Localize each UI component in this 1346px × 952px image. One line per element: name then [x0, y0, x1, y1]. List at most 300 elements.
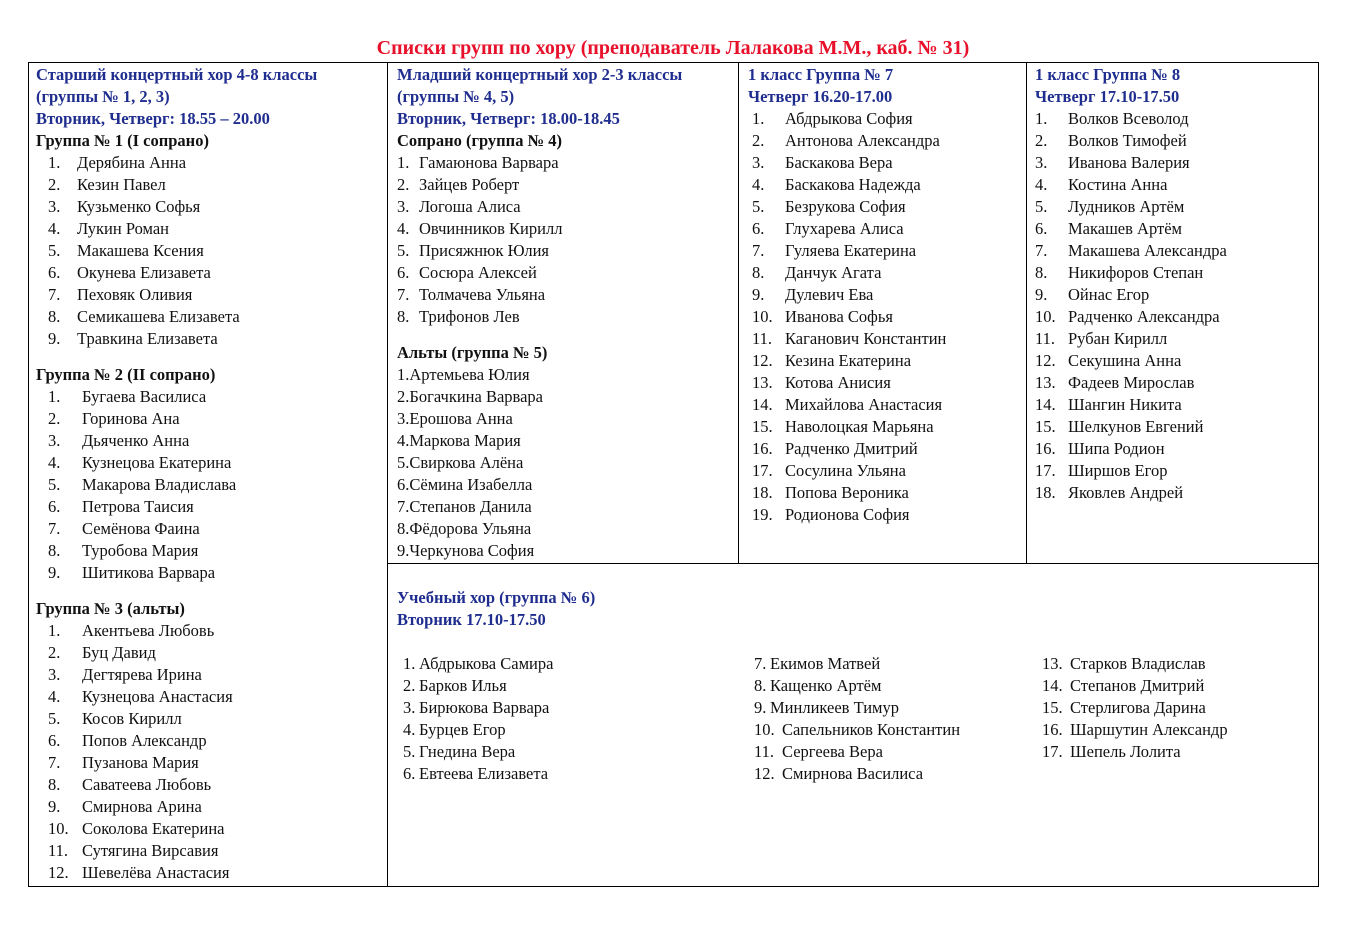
- list-item: [36, 474, 384, 496]
- list-item-name: Фадеев Мирослав: [1068, 373, 1195, 392]
- list-item-number: 9.: [754, 698, 767, 717]
- list-item: [397, 364, 735, 386]
- list-item-number: 16.: [1042, 720, 1063, 739]
- list-item: [36, 840, 384, 862]
- list-item-name: Евтеева Елизавета: [419, 764, 549, 783]
- group8-cell: [1035, 64, 1315, 504]
- list-item: [748, 284, 1024, 306]
- list-item-name: Дегтярева Ирина: [82, 665, 202, 684]
- list-item: [1035, 372, 1315, 394]
- list-item-name: Пеховяк Оливия: [77, 285, 193, 304]
- list-item-name: Свиркова Алёна: [409, 453, 524, 472]
- group3-list: [36, 620, 384, 884]
- list-item-name: Иванова Валерия: [1068, 153, 1190, 172]
- group2-title: Группа № 2 (II сопрано): [36, 365, 216, 384]
- group7-title: 1 класс Группа № 7: [748, 65, 894, 84]
- list-item-name: Сёмина Изабелла: [409, 475, 533, 494]
- list-item: [403, 697, 743, 719]
- list-item: [397, 240, 735, 262]
- list-item-number: 7.: [397, 497, 410, 516]
- list-item-number: 1.: [48, 621, 61, 640]
- list-item: [1035, 196, 1315, 218]
- list-item: [36, 496, 384, 518]
- list-item-name: Пузанова Мария: [82, 753, 199, 772]
- list-item-number: 9.: [48, 329, 61, 348]
- list-item-name: Шелкунов Евгений: [1068, 417, 1204, 436]
- list-item-number: 14.: [1035, 395, 1056, 414]
- list-item: [748, 218, 1024, 240]
- list-item-name: Черкунова София: [409, 541, 535, 560]
- alto-list: [397, 364, 735, 562]
- list-item-name: Акентьева Любовь: [82, 621, 215, 640]
- list-item-number: 15.: [1035, 417, 1056, 436]
- list-item-number: 5.: [397, 241, 410, 260]
- list-item-number: 2.: [1035, 131, 1048, 150]
- list-item-number: 2.: [397, 175, 410, 194]
- list-item: [1035, 394, 1315, 416]
- list-item-number: 4.: [403, 720, 416, 739]
- list-item: [36, 196, 384, 218]
- list-item: [1035, 108, 1315, 130]
- list-item: [1035, 482, 1315, 504]
- list-item-name: Волков Всеволод: [1068, 109, 1189, 128]
- list-item-name: Сосулина Ульяна: [785, 461, 906, 480]
- list-item-name: Родионова София: [785, 505, 910, 524]
- list-item-name: Зайцев Роберт: [419, 175, 520, 194]
- list-item-name: Каганович Константин: [785, 329, 947, 348]
- list-item-number: 2.: [752, 131, 765, 150]
- list-item-name: Антонова Александра: [785, 131, 940, 150]
- list-item: [754, 653, 1034, 675]
- list-item-number: 3.: [752, 153, 765, 172]
- group7-list: [748, 108, 1024, 526]
- list-item-number: 8.: [48, 541, 61, 560]
- junior-choir-groups: (группы № 4, 5): [397, 87, 515, 106]
- table-border-top: [28, 62, 1319, 63]
- list-item-name: Кезина Екатерина: [785, 351, 912, 370]
- group3-title: Группа № 3 (альты): [36, 599, 185, 618]
- list-item: [748, 130, 1024, 152]
- list-item-number: 6.: [48, 497, 61, 516]
- list-item: [1035, 240, 1315, 262]
- list-item-name: Кузьменко Софья: [77, 197, 201, 216]
- list-item: [1035, 130, 1315, 152]
- junior-choir-cell: [397, 64, 735, 562]
- list-item: [1035, 306, 1315, 328]
- list-item: [36, 240, 384, 262]
- list-item-name: Степанов Дмитрий: [1070, 676, 1205, 695]
- list-item-number: 7.: [48, 519, 61, 538]
- list-item-number: 8.: [48, 307, 61, 326]
- list-item: [36, 796, 384, 818]
- training-choir-list-3: [1042, 653, 1312, 763]
- list-item: [748, 460, 1024, 482]
- list-item-number: 6.: [48, 263, 61, 282]
- list-item: [397, 174, 735, 196]
- list-item: [754, 741, 1034, 763]
- column-divider-3: [1026, 62, 1027, 563]
- list-item: [754, 697, 1034, 719]
- list-item: [748, 482, 1024, 504]
- list-item: [36, 862, 384, 884]
- list-item-name: Логоша Алиса: [419, 197, 521, 216]
- senior-choir-title: Старший концертный хор 4-8 классы: [36, 65, 318, 84]
- list-item-number: 12.: [48, 863, 69, 882]
- list-item-name: Шаршутин Александр: [1070, 720, 1228, 739]
- list-item-number: 7.: [48, 285, 61, 304]
- list-item-name: Шевелёва Анастасия: [82, 863, 230, 882]
- list-item-number: 6.: [397, 263, 410, 282]
- list-item-name: Соколова Екатерина: [82, 819, 225, 838]
- list-item: [36, 752, 384, 774]
- list-item-name: Толмачева Ульяна: [419, 285, 546, 304]
- list-item-number: 8.: [397, 519, 410, 538]
- list-item: [1035, 174, 1315, 196]
- list-item-number: 6.: [1035, 219, 1048, 238]
- list-item: [1035, 460, 1315, 482]
- list-item-number: 8.: [754, 676, 767, 695]
- list-item-number: 12.: [754, 764, 775, 783]
- list-item-number: 3.: [48, 197, 61, 216]
- list-item: [36, 642, 384, 664]
- list-item-name: Шитикова Варвара: [82, 563, 216, 582]
- list-item: [36, 664, 384, 686]
- list-item-number: 16.: [1035, 439, 1056, 458]
- list-item-number: 3.: [397, 197, 410, 216]
- list-item-number: 7.: [1035, 241, 1048, 260]
- list-item: [36, 518, 384, 540]
- list-item-number: 9.: [48, 563, 61, 582]
- list-item-name: Макарова Владислава: [82, 475, 237, 494]
- list-item-number: 10.: [48, 819, 69, 838]
- list-item-name: Окунева Елизавета: [77, 263, 211, 282]
- list-item-name: Попов Александр: [82, 731, 207, 750]
- list-item: [1042, 719, 1312, 741]
- list-item-number: 7.: [397, 285, 410, 304]
- list-item: [403, 653, 743, 675]
- list-item-number: 11.: [1035, 329, 1056, 348]
- list-item-name: Минликеев Тимур: [770, 698, 900, 717]
- list-item-name: Котова Анисия: [785, 373, 891, 392]
- list-item: [36, 708, 384, 730]
- list-item: [397, 540, 735, 562]
- list-item: [397, 218, 735, 240]
- soprano-title: Сопрано (группа № 4): [397, 131, 563, 150]
- training-choir-list-1: [403, 653, 743, 785]
- list-item: [36, 430, 384, 452]
- list-item: [748, 328, 1024, 350]
- list-item-name: Травкина Елизавета: [77, 329, 218, 348]
- list-item-number: 9.: [752, 285, 765, 304]
- page-title: Списки групп по хору (преподаватель Лалакова М.М., каб. № 31): [376, 37, 970, 59]
- list-item-name: Лудников Артём: [1068, 197, 1185, 216]
- list-item-name: Ойнас Егор: [1068, 285, 1150, 304]
- list-item: [36, 686, 384, 708]
- list-item-number: 4.: [48, 453, 61, 472]
- group8-title: 1 класс Группа № 8: [1035, 65, 1181, 84]
- list-item-number: 12.: [752, 351, 773, 370]
- list-item-number: 5.: [48, 241, 61, 260]
- list-item-name: Дьяченко Анна: [82, 431, 190, 450]
- list-item-name: Кезин Павел: [77, 175, 166, 194]
- list-item-number: 5.: [1035, 197, 1048, 216]
- list-item-number: 3.: [48, 665, 61, 684]
- list-item-name: Горинова Ана: [82, 409, 180, 428]
- list-item: [403, 675, 743, 697]
- list-item-number: 8.: [752, 263, 765, 282]
- list-item-number: 1.: [397, 153, 410, 172]
- list-item: [36, 774, 384, 796]
- list-item-name: Сосюра Алексей: [419, 263, 537, 282]
- list-item-number: 17.: [1042, 742, 1063, 761]
- list-item-number: 6.: [752, 219, 765, 238]
- column-divider-2: [738, 62, 739, 563]
- list-item-number: 3.: [403, 698, 416, 717]
- list-item: [397, 284, 735, 306]
- list-item-number: 2.: [48, 175, 61, 194]
- list-item-name: Никифоров Степан: [1068, 263, 1204, 282]
- list-item-number: 5.: [403, 742, 416, 761]
- list-item: [397, 518, 735, 540]
- list-item: [36, 730, 384, 752]
- list-item: [397, 152, 735, 174]
- list-item-name: Макашев Артём: [1068, 219, 1182, 238]
- list-item: [748, 438, 1024, 460]
- list-item-name: Шипа Родион: [1068, 439, 1165, 458]
- list-item-number: 11.: [752, 329, 773, 348]
- list-item-number: 4.: [1035, 175, 1048, 194]
- list-item-number: 4.: [48, 219, 61, 238]
- list-item: [748, 262, 1024, 284]
- list-item: [1042, 741, 1312, 763]
- list-item-name: Артемьева Юлия: [409, 365, 530, 384]
- list-item-number: 5.: [48, 475, 61, 494]
- list-item-name: Лукин Роман: [77, 219, 170, 238]
- list-item: [748, 394, 1024, 416]
- list-item-name: Безрукова София: [785, 197, 906, 216]
- list-item-number: 17.: [1035, 461, 1056, 480]
- group8-schedule: Четверг 17.10-17.50: [1035, 87, 1180, 106]
- list-item-name: Присяжнюк Юлия: [419, 241, 550, 260]
- list-item: [397, 306, 735, 328]
- list-item: [36, 262, 384, 284]
- list-item: [36, 218, 384, 240]
- list-item: [1035, 262, 1315, 284]
- list-item-name: Степанов Данила: [409, 497, 532, 516]
- group1-title: Группа № 1 (I сопрано): [36, 131, 209, 150]
- list-item-name: Смирнова Василиса: [782, 764, 924, 783]
- list-item: [36, 152, 384, 174]
- list-item: [1042, 653, 1312, 675]
- list-item-name: Бугаева Василиса: [82, 387, 207, 406]
- list-item: [36, 306, 384, 328]
- list-item-name: Екимов Матвей: [770, 654, 881, 673]
- list-item-number: 10.: [1035, 307, 1056, 326]
- list-item: [36, 284, 384, 306]
- list-item-name: Попова Вероника: [785, 483, 909, 502]
- list-item: [748, 350, 1024, 372]
- list-item-name: Трифонов Лев: [419, 307, 520, 326]
- list-item-number: 15.: [752, 417, 773, 436]
- junior-choir-schedule: Вторник, Четверг: 18.00-18.45: [397, 109, 620, 128]
- list-item-number: 19.: [752, 505, 773, 524]
- list-item-number: 1.: [48, 387, 61, 406]
- senior-choir-cell: [36, 64, 384, 884]
- list-item: [748, 196, 1024, 218]
- list-item-name: Секушина Анна: [1068, 351, 1182, 370]
- list-item-name: Барков Илья: [419, 676, 507, 695]
- group1-list: [36, 152, 384, 350]
- list-item-number: 2.: [397, 387, 410, 406]
- senior-choir-groups: (группы № 1, 2, 3): [36, 87, 170, 106]
- list-item-name: Данчук Агата: [785, 263, 882, 282]
- column-divider-1: [387, 62, 388, 887]
- list-item: [1035, 350, 1315, 372]
- list-item: [1042, 675, 1312, 697]
- list-item-number: 9.: [1035, 285, 1048, 304]
- list-item-number: 7.: [48, 753, 61, 772]
- list-item: [1035, 152, 1315, 174]
- list-item: [36, 408, 384, 430]
- list-item-number: 8.: [1035, 263, 1048, 282]
- list-item-number: 1.: [403, 654, 416, 673]
- training-choir-title: Учебный хор (группа № 6): [397, 588, 596, 607]
- list-item-number: 9.: [397, 541, 410, 560]
- list-item-name: Гнедина Вера: [419, 742, 516, 761]
- list-item-name: Баскакова Вера: [785, 153, 893, 172]
- list-item-name: Гуляева Екатерина: [785, 241, 917, 260]
- list-item: [397, 386, 735, 408]
- list-item: [36, 562, 384, 584]
- list-item-number: 15.: [1042, 698, 1063, 717]
- list-item: [1035, 438, 1315, 460]
- list-item-name: Глухарева Алиса: [785, 219, 904, 238]
- list-item: [748, 240, 1024, 262]
- list-item-name: Семикашева Елизавета: [77, 307, 240, 326]
- group7-schedule: Четверг 16.20-17.00: [748, 87, 893, 106]
- list-item-number: 3.: [397, 409, 410, 428]
- list-item: [748, 108, 1024, 130]
- list-item-name: Михайлова Анастасия: [785, 395, 943, 414]
- list-item-name: Косов Кирилл: [82, 709, 182, 728]
- list-item-name: Смирнова Арина: [82, 797, 202, 816]
- list-item-name: Саватеева Любовь: [82, 775, 212, 794]
- list-item-number: 10.: [752, 307, 773, 326]
- list-item-name: Кузнецова Екатерина: [82, 453, 232, 472]
- list-item-name: Бурцев Егор: [419, 720, 506, 739]
- list-item: [748, 152, 1024, 174]
- list-item-name: Фёдорова Ульяна: [409, 519, 532, 538]
- row-divider: [387, 563, 1319, 564]
- list-item: [748, 174, 1024, 196]
- list-item-number: 5.: [397, 453, 410, 472]
- list-item-name: Баскакова Надежда: [785, 175, 921, 194]
- list-item: [1035, 328, 1315, 350]
- list-item-name: Яковлев Андрей: [1068, 483, 1184, 502]
- list-item-name: Наволоцкая Марьяна: [785, 417, 934, 436]
- training-choir-cell: [397, 587, 1297, 631]
- list-item: [36, 328, 384, 350]
- list-item-name: Макашева Александра: [1068, 241, 1227, 260]
- list-item-name: Гамаюнова Варвара: [419, 153, 559, 172]
- list-item-number: 6.: [397, 475, 410, 494]
- list-item-name: Шангин Никита: [1068, 395, 1182, 414]
- list-item-number: 5.: [48, 709, 61, 728]
- list-item-name: Абдрыкова Самира: [419, 654, 554, 673]
- list-item: [1042, 697, 1312, 719]
- list-item-name: Сутягина Вирсавия: [82, 841, 219, 860]
- list-item-name: Костина Анна: [1068, 175, 1168, 194]
- list-item-number: 1.: [397, 365, 410, 384]
- list-item-number: 1.: [752, 109, 765, 128]
- list-item: [754, 675, 1034, 697]
- list-item-name: Сапельников Константин: [782, 720, 961, 739]
- list-item-number: 2.: [48, 409, 61, 428]
- list-item-number: 2.: [403, 676, 416, 695]
- list-item-name: Дерябина Анна: [77, 153, 187, 172]
- list-item-name: Стерлигова Дарина: [1070, 698, 1206, 717]
- list-item-name: Волков Тимофей: [1068, 131, 1187, 150]
- list-item-name: Богачкина Варвара: [409, 387, 544, 406]
- list-item-number: 4.: [48, 687, 61, 706]
- list-item-number: 4.: [397, 431, 410, 450]
- list-item-number: 1.: [48, 153, 61, 172]
- list-item-number: 13.: [1042, 654, 1063, 673]
- list-item-name: Бирюкова Варвара: [419, 698, 550, 717]
- list-item-number: 2.: [48, 643, 61, 662]
- list-item-number: 10.: [754, 720, 775, 739]
- list-item-name: Старков Владислав: [1070, 654, 1206, 673]
- group7-cell: [748, 64, 1024, 526]
- list-item-name: Туробова Мария: [82, 541, 199, 560]
- list-item: [36, 540, 384, 562]
- list-item: [397, 474, 735, 496]
- list-item-name: Кузнецова Анастасия: [82, 687, 233, 706]
- list-item-number: 17.: [752, 461, 773, 480]
- list-item-name: Маркова Мария: [409, 431, 521, 450]
- list-item: [397, 408, 735, 430]
- list-item-number: 4.: [397, 219, 410, 238]
- list-item: [403, 763, 743, 785]
- list-item-name: Дулевич Ева: [785, 285, 874, 304]
- list-item: [397, 452, 735, 474]
- list-item-name: Радченко Дмитрий: [785, 439, 918, 458]
- list-item-name: Кащенко Артём: [770, 676, 882, 695]
- list-item-name: Ширшов Егор: [1068, 461, 1168, 480]
- list-item-name: Радченко Александра: [1068, 307, 1220, 326]
- training-choir-list-2: [754, 653, 1034, 785]
- list-item-name: Ерошова Анна: [409, 409, 513, 428]
- list-item: [403, 719, 743, 741]
- list-item-number: 11.: [754, 742, 775, 761]
- list-item-number: 14.: [1042, 676, 1063, 695]
- table-border-left: [28, 62, 29, 887]
- list-item-number: 3.: [48, 431, 61, 450]
- table-border-bottom: [28, 886, 1319, 887]
- list-item: [748, 372, 1024, 394]
- list-item: [748, 504, 1024, 526]
- list-item: [36, 818, 384, 840]
- list-item: [1035, 416, 1315, 438]
- training-choir-schedule: Вторник 17.10-17.50: [397, 610, 546, 629]
- list-item: [1035, 284, 1315, 306]
- list-item-number: 1.: [1035, 109, 1048, 128]
- list-item-name: Абдрыкова София: [785, 109, 913, 128]
- list-item: [36, 452, 384, 474]
- list-item-number: 9.: [48, 797, 61, 816]
- list-item: [754, 719, 1034, 741]
- list-item: [397, 262, 735, 284]
